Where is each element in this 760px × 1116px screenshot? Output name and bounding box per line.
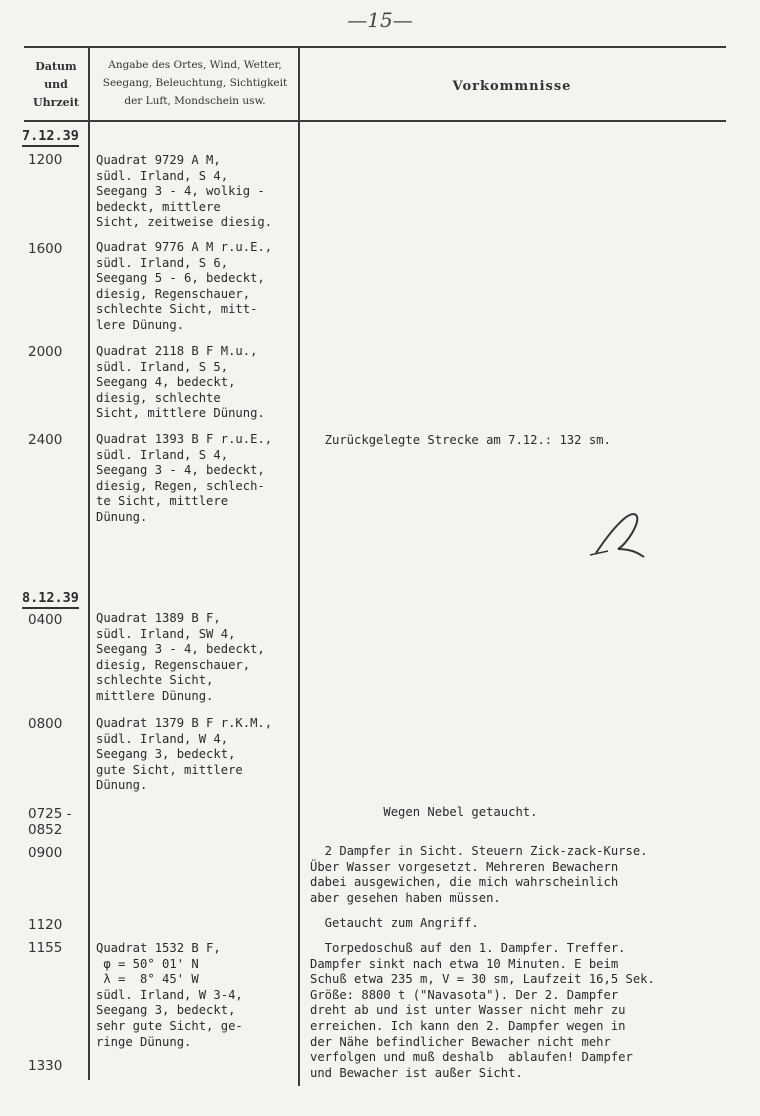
entry-place: Quadrat 1379 B F r.K.M., südl. Irland, W 4, Seegang 3, bedeckt, gute Sicht, mittlere Dünung. — [96, 716, 273, 793]
entry-place: Quadrat 9776 A M r.u.E., südl. Irland, S 6, Seegang 5 - 6, bedeckt, diesig, Regenschauer, schlechte Sicht, mitt- lere Dünung. — [96, 240, 273, 332]
header-events: Vorkommnisse — [452, 79, 572, 94]
entry-event: Torpedoschuß auf den 1. Dampfer. Treffer. Dampfer sinkt nach etwa 10 Minuten. E beim Schuß etwa 235 m, V = 30 sm, Laufzeit 16,5 Sek. Größe: 8800 t ("Navasota"). Der 2. Dampfer dreht ab und ist unter Wasser nicht mehr zu erreichen. Ich kann den 2. Dampfer wegen in der Nähe befindlicher Bewacher nicht mehr verfolgen und muß deshalb ablaufen! Dampfer und Bewacher ist außer Sicht. — [310, 941, 655, 1080]
entry-event: Wegen Nebel getaucht. — [310, 805, 538, 819]
entry-time: 1600 — [28, 241, 63, 257]
header-top-rule — [24, 46, 726, 48]
entry-time: 1120 — [28, 917, 63, 933]
header-place-weather: Angabe des Ortes, Wind, Wetter, Seegang, Beleuchtung, Sichtigkeit der Luft, Mondschein usw. — [102, 59, 288, 107]
entry-time: 0800 — [28, 716, 63, 732]
date-label: 8.12.39 — [22, 590, 79, 609]
column-divider-date — [88, 46, 90, 1080]
entry-place: Quadrat 1532 B F, φ = 50° 01' N λ = 8° 45' W südl. Irland, W 3-4, Seegang 3, bedeckt, sehr gute Sicht, ge- ringe Dünung. — [96, 941, 243, 1049]
entry-time: 0400 — [28, 612, 63, 628]
entry-time: 1330 — [28, 1058, 63, 1074]
signature-mark — [588, 505, 648, 569]
page-number: —15— — [347, 8, 413, 32]
entry-time: 1200 — [28, 152, 63, 168]
entry-place: Quadrat 2118 B F M.u., südl. Irland, S 5, Seegang 4, bedeckt, diesig, schlechte Sicht, mittlere Dünung. — [96, 344, 265, 421]
date-label: 7.12.39 — [22, 128, 79, 147]
entry-time: 0725 - 0852 — [28, 806, 72, 838]
entry-place: Quadrat 9729 A M, südl. Irland, S 4, Seegang 3 - 4, wolkig - bedeckt, mittlere Sicht, zeitweise diesig. — [96, 153, 273, 230]
entry-event: 2 Dampfer in Sicht. Steuern Zick-zack-Kurse. Über Wasser vorgesetzt. Mehreren Bewachern dabei ausgewichen, die mich wahrscheinlich aber gesehen haben müssen. — [310, 844, 648, 905]
header-bottom-rule — [24, 120, 726, 122]
entry-time: 2400 — [28, 432, 63, 448]
entry-place: Quadrat 1393 B F r.u.E., südl. Irland, S 4, Seegang 3 - 4, bedeckt, diesig, Regen, schlech- te Sicht, mittlere Dünung. — [96, 432, 273, 524]
entry-time: 1155 — [28, 940, 63, 956]
header-date-time: Datum und Uhrzeit — [33, 60, 79, 109]
entry-event: Getaucht zum Angriff. — [310, 916, 479, 930]
entry-time: 2000 — [28, 344, 63, 360]
entry-place: Quadrat 1389 B F, südl. Irland, SW 4, Seegang 3 - 4, bedeckt, diesig, Regenschauer, schlechte Sicht, mittlere Dünung. — [96, 611, 265, 703]
entry-event: Zurückgelegte Strecke am 7.12.: 132 sm. — [310, 433, 611, 447]
entry-time: 0900 — [28, 845, 63, 861]
